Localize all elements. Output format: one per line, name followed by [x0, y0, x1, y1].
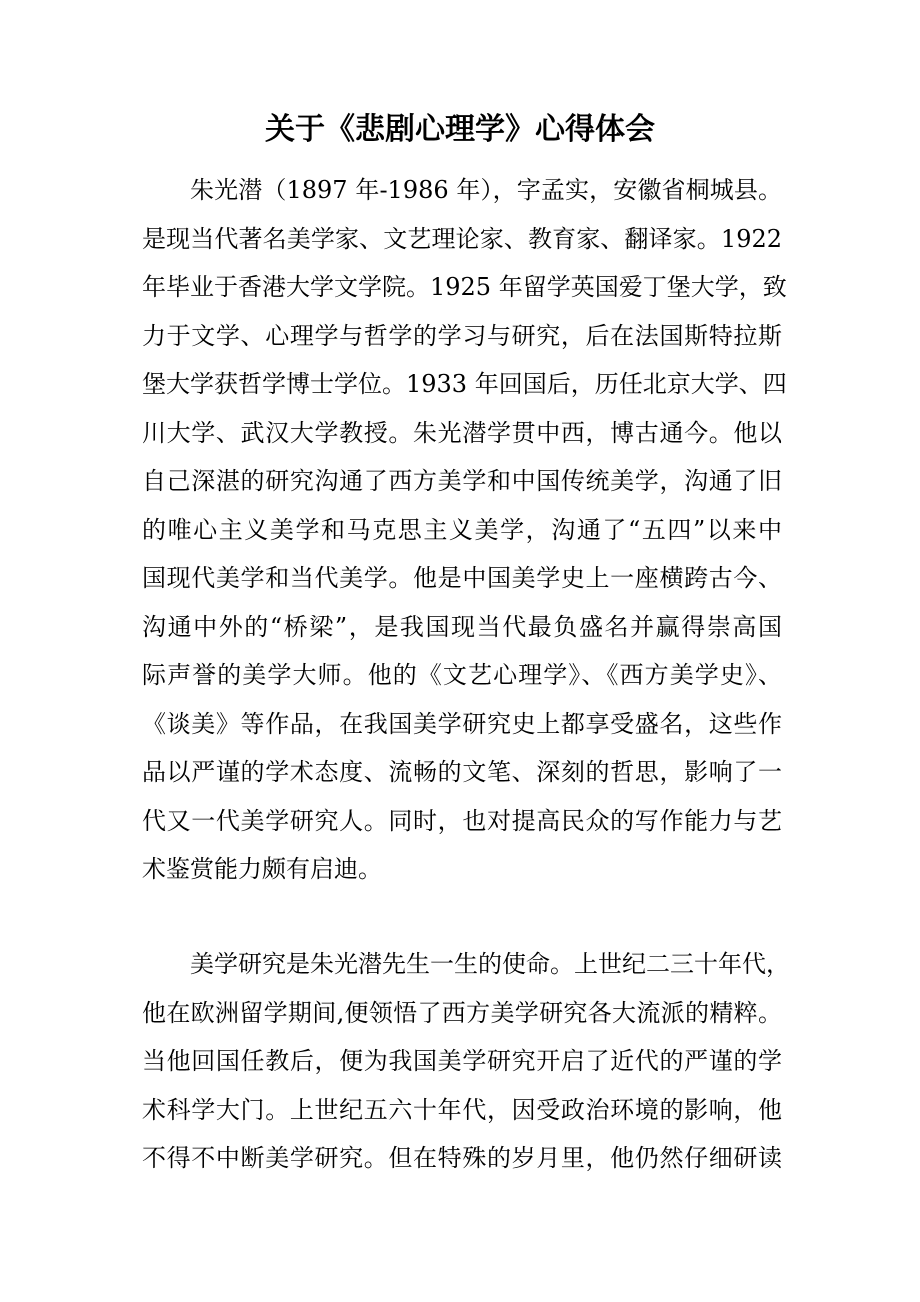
text-line: 术科学大门。上世纪五六十年代，因受政治环境的影响，他 — [142, 1095, 782, 1124]
document-title: 关于《悲剧心理学》心得体会 — [265, 112, 655, 147]
text-line: 川大学、武汉大学教授。朱光潜学贯中西，博古通今。他以 — [142, 418, 782, 447]
text-line: 他在欧洲留学期间,便领悟了西方美学研究各大流派的精粹。 — [142, 998, 782, 1027]
text-line: 国现代美学和当代美学。他是中国美学史上一座横跨古今、 — [142, 564, 782, 592]
text-line: 沟通中外的“桥梁”，是我国现当代最负盛名并赢得崇高国 — [142, 612, 782, 641]
text-line: 堡大学获哲学博士学位。1933 年回国后，历任北京大学、四 — [142, 370, 787, 398]
paragraph-biography — [142, 166, 787, 894]
text-line: 力于文学、心理学与哲学的学习与研究，后在法国斯特拉斯 — [142, 321, 782, 350]
text-line: 的唯心主义美学和马克思主义美学，沟通了“五四”以来中 — [142, 515, 782, 544]
text-line: 美学研究是朱光潜先生一生的使命。上世纪二三十年代， — [190, 950, 790, 978]
text-line: 代又一代美学研究人。同时，也对提高民众的写作能力与艺 — [142, 806, 782, 835]
text-line: 际声誉的美学大师。他的《文艺心理学》、《西方美学史》、 — [142, 661, 782, 689]
text-line: 品以严谨的学术态度、流畅的文笔、深刻的哲思，影响了一 — [142, 758, 782, 786]
text-line: 朱光潜（1897 年-1986 年），字孟实，安徽省桐城县。 — [190, 176, 782, 204]
text-line: 当他回国任教后，便为我国美学研究开启了近代的严谨的学 — [142, 1047, 782, 1075]
text-line: 是现当代著名美学家、文艺理论家、教育家、翻译家。1922 — [142, 224, 782, 253]
text-line: 不得不中断美学研究。但在特殊的岁月里，他仍然仔细研读 — [142, 1144, 782, 1172]
paragraph-research — [142, 940, 790, 1183]
text-line: 自己深湛的研究沟通了西方美学和中国传统美学，沟通了旧 — [142, 467, 782, 495]
text-line: 术鉴赏能力颇有启迪。 — [142, 855, 382, 883]
text-line: 年毕业于香港大学文学院。1925 年留学英国爱丁堡大学，致 — [142, 273, 787, 301]
text-line: 《谈美》等作品，在我国美学研究史上都享受盛名，这些作 — [142, 709, 782, 738]
